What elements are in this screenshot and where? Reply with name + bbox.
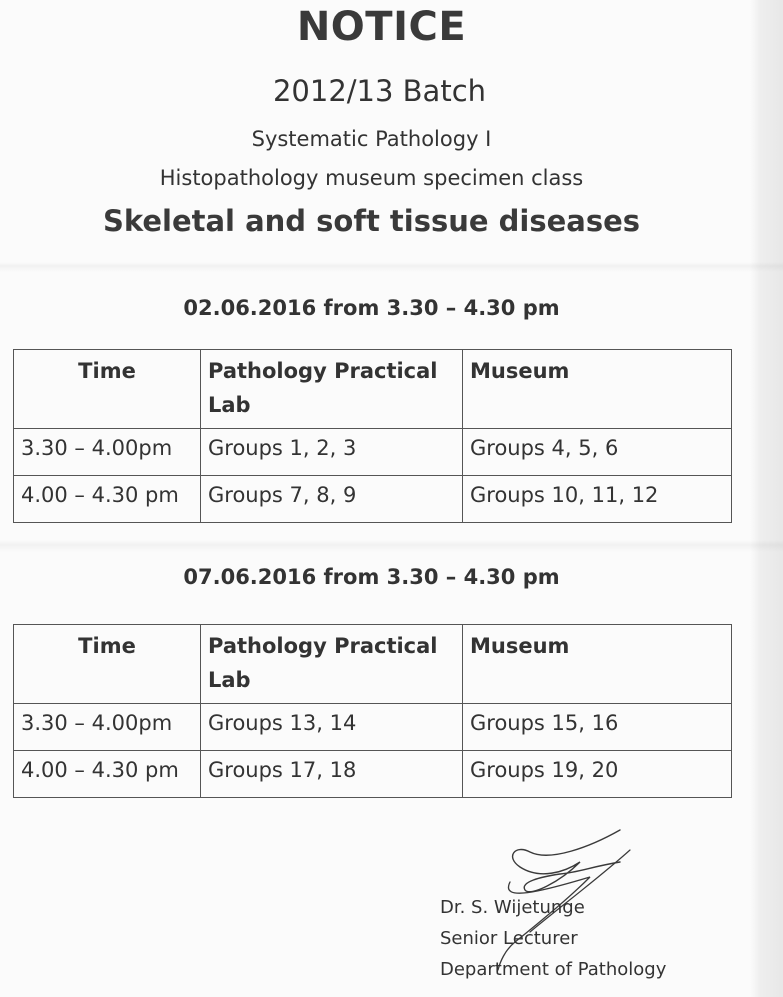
column-header: Museum — [463, 625, 732, 704]
museum-groups-cell: Groups 10, 11, 12 — [463, 476, 732, 523]
column-header: Pathology Practical Lab — [201, 350, 463, 429]
time-cell: 3.30 – 4.00pm — [14, 704, 201, 751]
museum-groups-cell: Groups 19, 20 — [463, 751, 732, 798]
column-header: Time — [14, 625, 201, 704]
lab-groups-cell: Groups 1, 2, 3 — [201, 429, 463, 476]
class-type: Histopathology museum specimen class — [159, 166, 584, 190]
table-header-row — [14, 350, 732, 429]
table-row — [14, 704, 732, 751]
session-date-heading: 07.06.2016 from 3.30 – 4.30 pm — [183, 565, 560, 589]
batch-heading: 2012/13 Batch — [272, 74, 487, 108]
table-header-row — [14, 625, 732, 704]
lab-groups-cell: Groups 17, 18 — [201, 751, 463, 798]
signatory-department: Department of Pathology — [440, 959, 667, 980]
signatory-title: Senior Lecturer — [440, 928, 578, 949]
session-date-heading: 02.06.2016 from 3.30 – 4.30 pm — [183, 296, 560, 320]
schedule-table — [13, 624, 732, 798]
column-header: Time — [14, 350, 201, 429]
schedule-table — [13, 349, 732, 523]
course-name: Systematic Pathology I — [251, 127, 492, 151]
museum-groups-cell: Groups 4, 5, 6 — [463, 429, 732, 476]
notice-title: NOTICE — [296, 4, 467, 50]
lab-groups-cell: Groups 13, 14 — [201, 704, 463, 751]
time-cell: 3.30 – 4.00pm — [14, 429, 201, 476]
signatory-name: Dr. S. Wijetunge — [440, 897, 585, 918]
table-row — [14, 429, 732, 476]
table-row — [14, 476, 732, 523]
column-header: Pathology Practical Lab — [201, 625, 463, 704]
time-cell: 4.00 – 4.30 pm — [14, 751, 201, 798]
column-header: Museum — [463, 350, 732, 429]
table-row — [14, 751, 732, 798]
topic-heading: Skeletal and soft tissue diseases — [102, 204, 641, 238]
time-cell: 4.00 – 4.30 pm — [14, 476, 201, 523]
lab-groups-cell: Groups 7, 8, 9 — [201, 476, 463, 523]
museum-groups-cell: Groups 15, 16 — [463, 704, 732, 751]
